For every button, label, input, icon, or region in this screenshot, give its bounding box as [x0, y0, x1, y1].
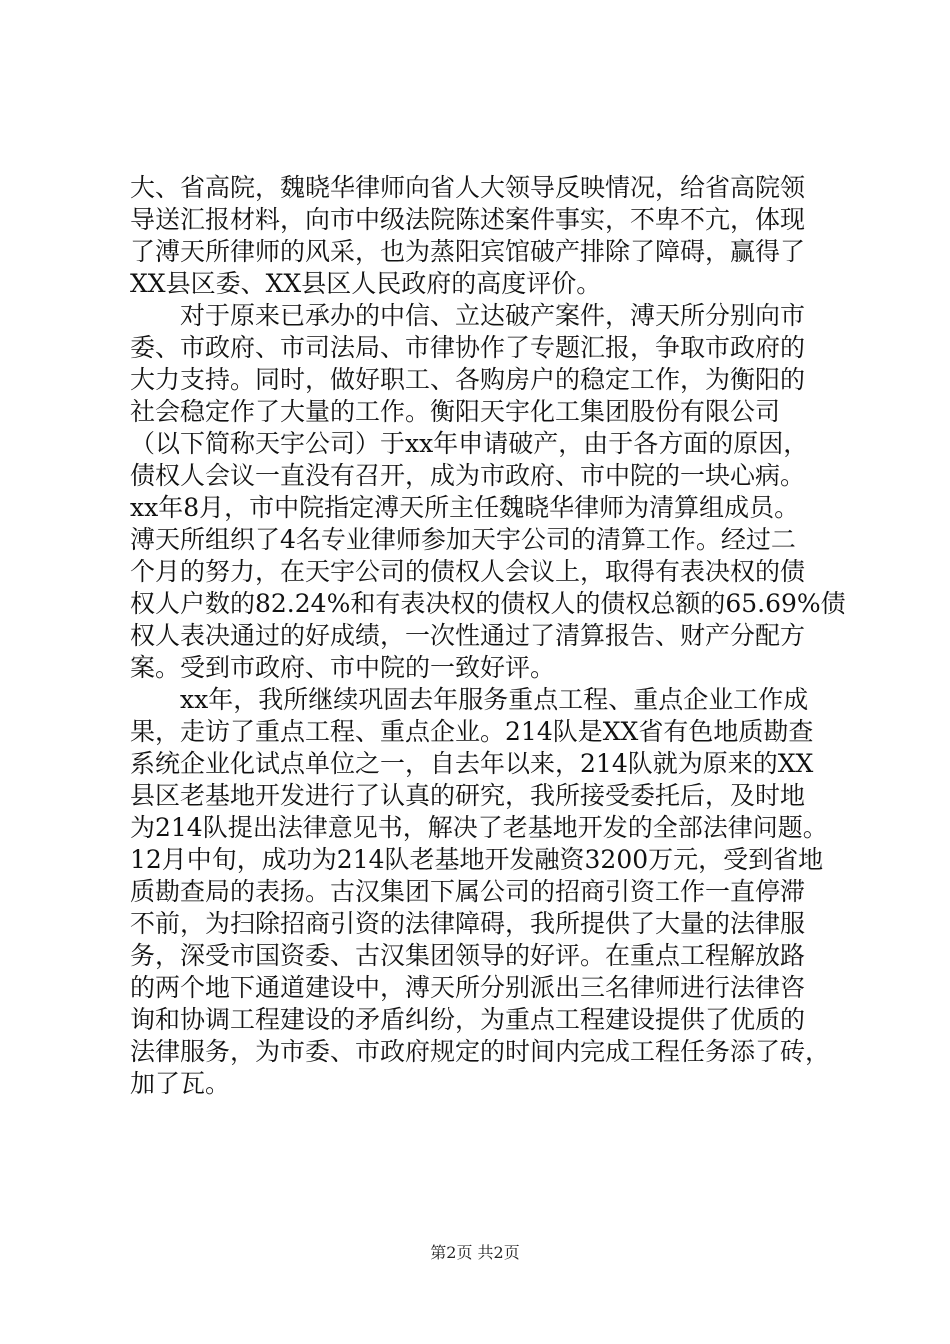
text-line: 县区老基地开发进行了认真的研究，我所接受委托后，及时地 [130, 781, 806, 810]
text-line: XX县区委、XX县区人民政府的高度评价。 [130, 269, 602, 298]
text-line: 个月的努力，在天宇公司的债权人会议上，取得有表决权的债 [130, 557, 806, 586]
text-line: 询和协调工程建设的矛盾纠纷，为重点工程建设提供了优质的 [130, 1005, 806, 1034]
text-line: 的两个地下通道建设中，溥天所分别派出三名律师进行法律咨 [130, 973, 806, 1002]
paragraph-first-line: xx年，我所继续巩固去年服务重点工程、重点企业工作成 [180, 685, 809, 714]
body-text [0, 142, 950, 1262]
text-line: （以下简称天宇公司）于xx年申请破产，由于各方面的原因， [130, 429, 809, 458]
text-line: 债权人会议一直没有召开，成为市政府、市中院的一块心病。 [130, 461, 806, 490]
text-line: 大力支持。同时，做好职工、各购房户的稳定工作，为衡阳的 [130, 365, 806, 394]
text-line: 加了瓦。 [130, 1069, 231, 1098]
text-line: 溥天所组织了4名专业律师参加天宇公司的清算工作。经过二 [130, 525, 796, 554]
text-line: 权人户数的82.24%和有表决权的债权人的债权总额的65.69%债 [130, 589, 846, 618]
text-line: 案。受到市政府、市中院的一致好评。 [130, 653, 556, 682]
text-line: 社会稳定作了大量的工作。衡阳天宇化工集团股份有限公司 [130, 397, 781, 426]
text-line: 为214队提出法律意见书，解决了老基地开发的全部法律问题。 [130, 813, 828, 842]
text-line: 系统企业化试点单位之一，自去年以来，214队就为原来的XX [130, 749, 814, 778]
text-line: 委、市政府、市司法局、市律协作了专题汇报，争取市政府的 [130, 333, 806, 362]
text-line: 务，深受市国资委、古汉集团领导的好评。在重点工程解放路 [130, 941, 806, 970]
text-line: 了溥天所律师的风采，也为蒸阳宾馆破产排除了障碍，赢得了 [130, 237, 806, 266]
text-line: 质勘查局的表扬。古汉集团下属公司的招商引资工作一直停滞 [130, 877, 806, 906]
text-line: 果，走访了重点工程、重点企业。214队是XX省有色地质勘查 [130, 717, 814, 746]
page-footer [0, 1243, 950, 1263]
text-line: 大、省高院，魏晓华律师向省人大领导反映情况，给省高院领 [130, 173, 806, 202]
page-number-label: 第2页 共2页 [430, 1243, 520, 1262]
paragraph-first-line: 对于原来已承办的中信、立达破产案件，溥天所分别向市 [180, 301, 806, 330]
text-line: 不前，为扫除招商引资的法律障碍，我所提供了大量的法律服 [130, 909, 806, 938]
text-line: 12月中旬，成功为214队老基地开发融资3200万元，受到省地 [130, 845, 824, 874]
text-line: 权人表决通过的好成绩，一次性通过了清算报告、财产分配方 [130, 621, 806, 650]
text-line: xx年8月，市中院指定溥天所主任魏晓华律师为清算组成员。 [130, 493, 800, 522]
text-line: 法律服务，为市委、市政府规定的时间内完成工程任务添了砖， [130, 1037, 831, 1066]
text-line: 导送汇报材料，向市中级法院陈述案件事实，不卑不亢，体现 [130, 205, 806, 234]
